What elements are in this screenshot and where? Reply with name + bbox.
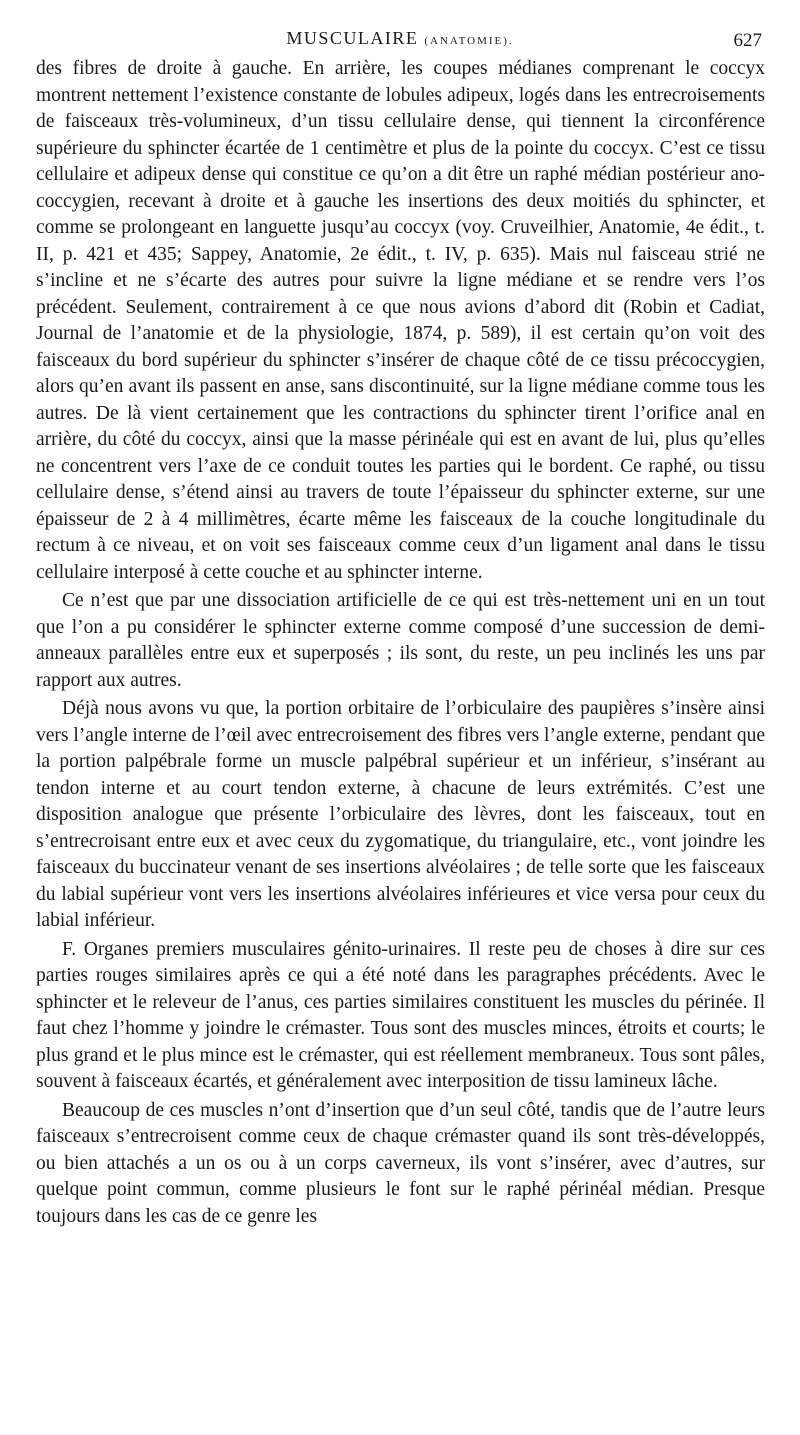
paragraph-4: F. Organes premiers musculaires génito-urinaires. Il reste peu de choses à dire sur ces parties rouges similaires après ce qui a été noté dans les paragraphes précédents. Avec le sphincter et le releveur de l’anus, ces parties similaires constituent les muscles du périnée. Il faut chez l’homme y joindre le crémaster. Tous sont des muscles minces, étroits et courts; le plus grand et le plus mince est le crémaster, qui est réellement membraneux. Tous sont pâles, souvent à faisceaux écartés, et généralement avec interposition de tissu lamineux lâche.: [36, 938, 765, 1092]
paragraph-3: Déjà nous avons vu que, la portion orbitaire de l’orbiculaire des paupières s’insère ainsi vers l’angle interne de l’œil avec entrecroisement des fibres vers l’angle externe, pendant que la portion palpébrale forme un muscle palpébral supérieur et un inférieur, s’insérant au tendon interne et au court tendon externe, à chacune de leurs extrémités. C’est une disposition analogue que présente l’orbiculaire des lèvres, dont les faisceaux, tout en s’entrecroisant entre eux et avec ceux du zygomatique, du triangulaire, etc., vont joindre les faisceaux du buccinateur venant de ses insertions alvéolaires ; de telle sorte que les faisceaux du labial supérieur vont vers les insertions alvéolaires inférieures et vice versa pour ceux du labial inférieur.: [36, 698, 765, 931]
paragraph-1: des fibres de droite à gauche. En arrière, les coupes médianes comprenant le coccyx montrent nettement l’existence constante de lobules adipeux, logés dans les entrecroisements de faisceaux très-volumineux, d’un tissu cellulaire dense, qui tiennent la circonférence supérieure du sphincter écartée de 1 centimètre et plus de la pointe du coccyx. C’est ce tissu cellulaire et adipeux dense qui constitue ce qu’on a dit être un raphé médian postérieur ano-coccygien, recevant à droite et à gauche les insertions des deux moitiés du sphincter, et comme se prolongeant en languette jusqu’au coccyx (voy. Cruveilhier, Anatomie, 4e édit., t. II, p. 421 et 435; Sappey, Anatomie, 2e édit., t. IV, p. 635). Mais nul faisceau strié ne s’incline et ne s’écarte des autres pour suivre la ligne médiane et se rendre vers l’os précédent. Seulement, contrairement à ce que nous avions d’abord dit (Robin et Cadiat, Journal de l’anatomie et de la physiologie, 1874, p. 589), il est certain qu’on voit des faisceaux du bord supérieur du sphincter s’insérer de chaque côté de ce tissu précoccygien, alors qu’en avant ils passent en anse, sans discontinuité, sur la ligne médiane comme tous les autres. De là vient certainement que les contractions du sphincter tirent l’orifice anal en arrière, du côté du coccyx, ainsi que la masse périnéale qui est en avant de lui, plus qu’elles ne concentrent vers l’axe de ce conduit toutes les parties qui le bordent. Ce raphé, ou tissu cellulaire dense, s’étend ainsi au travers de toute l’épaisseur du sphincter externe, sur une épaisseur de 2 à 4 millimètres, écarte même les faisceaux de la couche longitudinale du rectum à ce niveau, et on voit ses faisceaux comme ceux d’un ligament anal dans le tissu cellulaire interposé à cette couche et au sphincter interne.: [36, 58, 765, 583]
paragraph-5: Beaucoup de ces muscles n’ont d’insertion que d’un seul côté, tandis que de l’autre leurs faisceaux s’entrecroisent comme ceux de chaque crémaster quand ils sont très-développés, ou bien attachés a un os ou à un corps caverneux, ils vont s’insérer, avec d’autres, sur quelque point commun, comme plusieurs le font sur le raphé périnéal médian. Presque toujours dans les cas de ce genre les: [36, 1099, 765, 1227]
running-head-subtitle: (ANATOMIE).: [424, 35, 514, 47]
running-head: [230, 28, 570, 49]
paragraph-2: Ce n’est que par une dissociation artificielle de ce qui est très-nettement uni en un tout que l’on a pu considérer le sphincter externe comme composé d’une succession de demi-anneaux parallèles entre eux et superposés ; ils sont, du reste, un peu inclinés les uns par rapport aux autres.: [36, 590, 765, 691]
running-head-title: MUSCULAIRE: [286, 28, 419, 48]
body-text: [36, 56, 765, 1230]
page-number: 627: [733, 30, 762, 51]
